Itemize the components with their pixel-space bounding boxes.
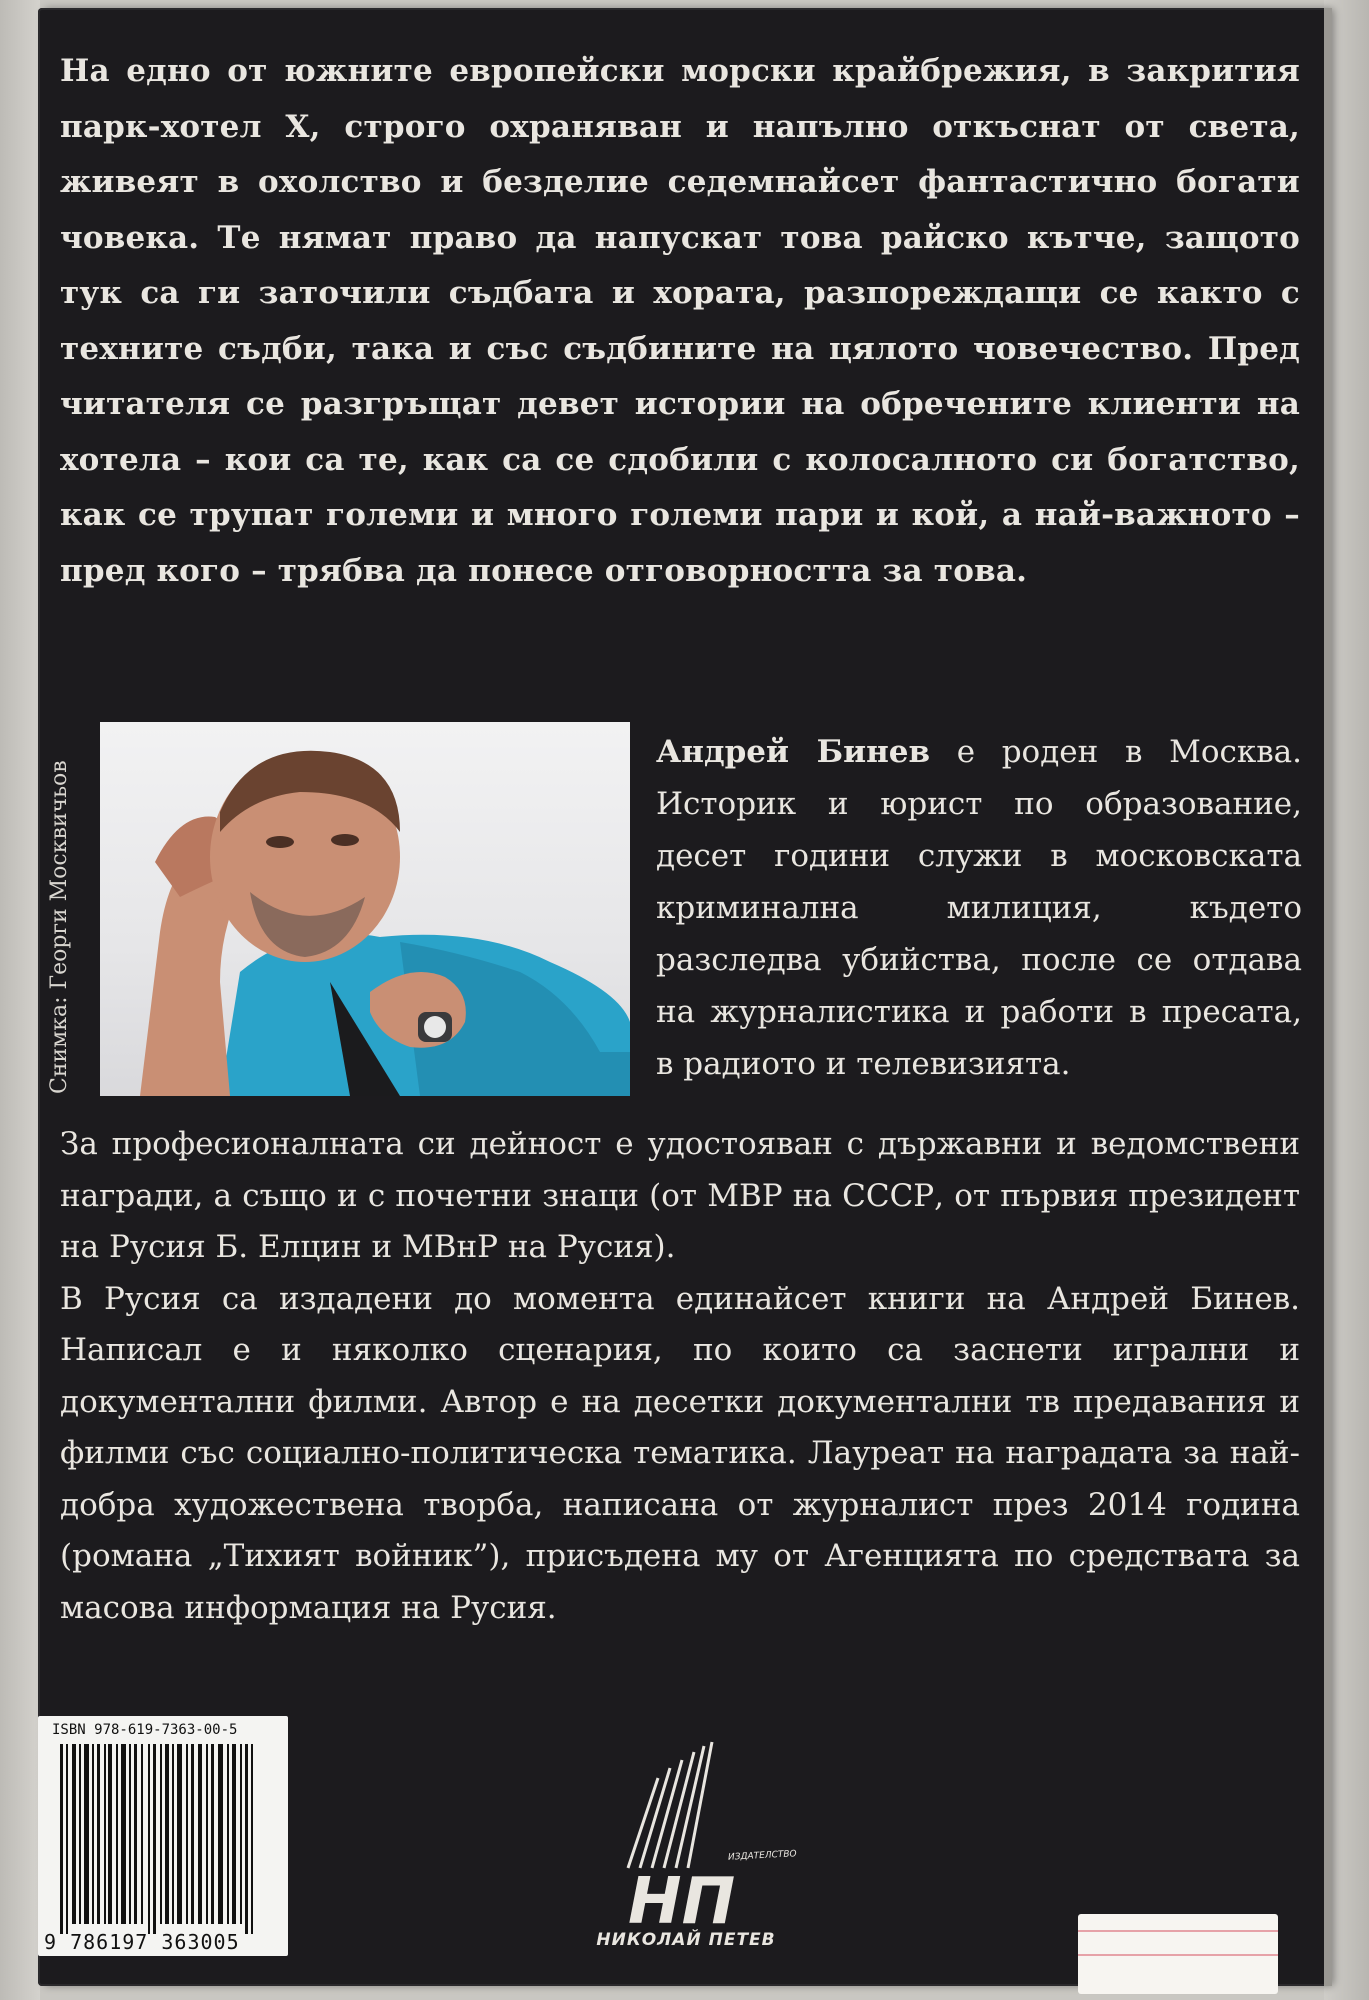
- isbn-number: ISBN 978-619-7363-00-5: [52, 1722, 238, 1738]
- cover-edge: [1324, 8, 1332, 1986]
- price-sticker: [1078, 1914, 1278, 1994]
- bio-paragraph-works: В Русия са издадени до момента единайсет книги на Андрей Бинев. Написал е и няколко сценария, по които са заснети игрални и документални филми. Автор е на десетки документални тв предавания и филми със социално-политическа тематика. Лауреат на наградата за най-добра художествена творба, написана от журналист през 2014 година (романа „Тихият войник”), присъдена му от Агенцията по средствата за масова информация на Русия.: [60, 1280, 1300, 1626]
- book-back-cover: [38, 8, 1328, 1986]
- author-name: Андрей Бинев: [656, 734, 931, 770]
- author-photo: [100, 722, 630, 1096]
- book-blurb: На едно от южните европейски морски крайбрежия, в закрития парк-хотел X, строго охраняван и напълно откъснат от света, живеят в охолство и безделие седемнайсет фантастично богати човека. Те нямат право да напускат това райско кътче, защото тук са ги заточили съдбата и хората, разпореждащи се както с техните съдби, така и със съдбините на цялото човечество. Пред читателя се разгръщат девет истории на обречените клиенти на хотела – кои са те, как са се сдобили с колосалното си богатство, как се трупат големи и много големи пари и кой, а най-важното – пред кого – трябва да понесе отговорността за това.: [60, 53, 1300, 589]
- author-bio-intro-text: е роден в Москва. Историк и юрист по образование, десет години служи в московската криминална милиция, където разследва убийства, после се отдава на журналистика и работи в пресата, в радиото и телевизията.: [656, 734, 1303, 1082]
- publisher-label: ИЗДАТЕЛСТВО: [727, 1849, 797, 1863]
- barcode-bars: [38, 1716, 288, 1956]
- sticker-line: [1078, 1930, 1278, 1932]
- sticker-line: [1078, 1954, 1278, 1956]
- author-bio-more: [60, 1119, 1300, 1634]
- isbn-barcode: [38, 1716, 288, 1956]
- bio-paragraph-awards: За професионалната си дейност е удостояван с държавни и ведомствени награди, а също и с почетни знаци (от МВР на СССР, от първия президент на Русия Б. Елцин и МВнР на Русия).: [60, 1126, 1300, 1265]
- publisher-logo-mark: [588, 1738, 788, 1928]
- shelf-background-left: [0, 0, 40, 2000]
- author-bio-intro: [656, 726, 1302, 1090]
- publisher-logo: [588, 1738, 788, 1958]
- publisher-name: НИКОЛАЙ ПЕТЕВ: [596, 1930, 776, 1950]
- publisher-logo-letters: НП: [628, 1865, 736, 1928]
- ean-number: 9 786197 363005: [44, 1930, 240, 1954]
- photo-credit: Снимка: Георги Москвичьов: [47, 760, 72, 1094]
- author-portrait-illustration: [100, 722, 630, 1096]
